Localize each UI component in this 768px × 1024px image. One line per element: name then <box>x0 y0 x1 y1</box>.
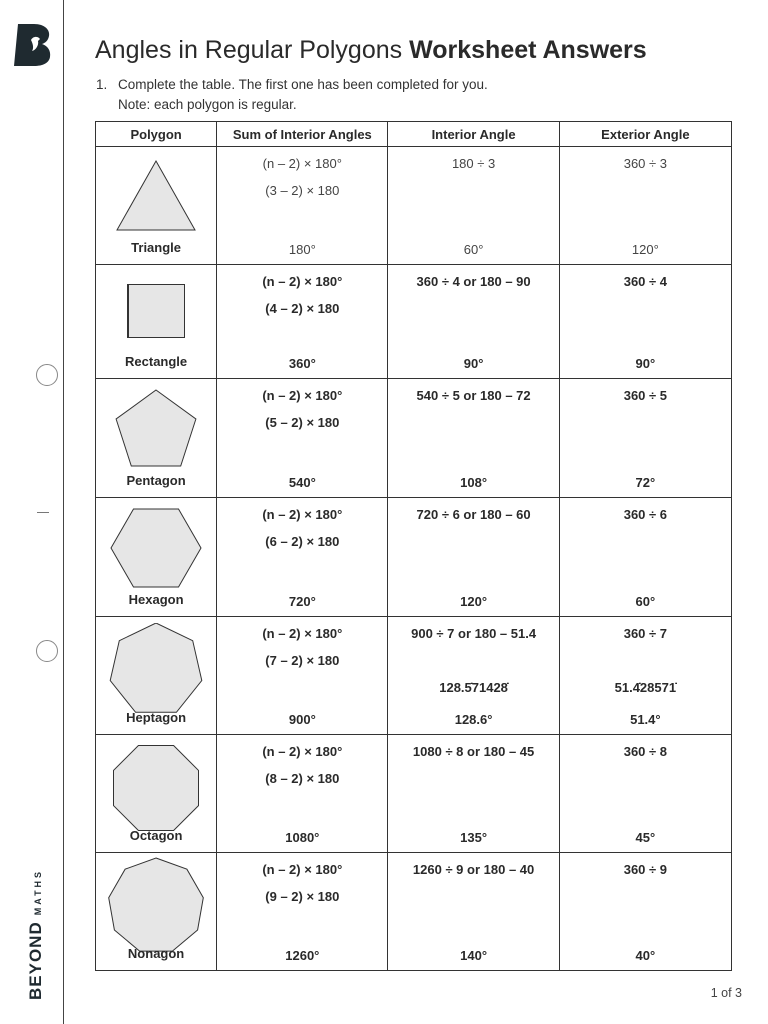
exterior-working: 360 ÷ 7 <box>623 626 667 641</box>
interior-answer: 120° <box>460 594 488 609</box>
instruction-line-2: Note: each polygon is regular. <box>118 97 297 112</box>
sum-answer: 360° <box>288 356 316 371</box>
interior-answer: 128.6° <box>454 712 493 727</box>
page-title <box>95 36 647 65</box>
exterior-answer: 60° <box>635 594 656 609</box>
punch-hole-top <box>36 364 58 386</box>
title-regular: Angles in Regular Polygons <box>95 36 403 64</box>
sum-cell <box>217 853 388 971</box>
instructions <box>96 75 488 115</box>
exterior-working: 360 ÷ 6 <box>623 507 667 522</box>
sum-formula: (n – 2) × 180° <box>262 507 343 522</box>
exterior-answer: 45° <box>635 830 656 845</box>
exterior-cell <box>559 498 731 617</box>
header-exterior-angle: Exterior Angle <box>559 122 731 147</box>
sum-formula: (n – 2) × 180° <box>262 274 343 289</box>
polygon-cell <box>96 379 217 498</box>
sum-answer: 180° <box>288 242 316 257</box>
interior-cell <box>388 853 559 971</box>
interior-working: 360 ÷ 4 or 180 – 90 <box>416 274 531 289</box>
sum-answer: 720° <box>288 594 316 609</box>
exterior-working: 360 ÷ 3 <box>623 156 667 171</box>
exterior-cell <box>559 265 731 379</box>
interior-working: 540 ÷ 5 or 180 – 72 <box>416 388 531 403</box>
angles-table <box>95 121 732 971</box>
table-row <box>96 735 732 853</box>
sum-cell <box>217 498 388 617</box>
sum-substitution: (8 – 2) × 180 <box>265 771 340 786</box>
exterior-answer: 40° <box>635 948 656 963</box>
exterior-answer: 51.4° <box>630 712 661 727</box>
hexagon-icon <box>109 508 203 593</box>
sum-cell <box>217 379 388 498</box>
brand-vertical <box>26 869 46 1000</box>
polygon-name: Heptagon <box>126 710 187 725</box>
sum-formula: (n – 2) × 180° <box>262 156 342 171</box>
octagon-icon <box>109 741 203 840</box>
brand-main: BEYOND <box>26 921 45 1000</box>
instruction-line-1: Complete the table. The first one has been completed for you. <box>118 77 488 92</box>
sum-substitution: (9 – 2) × 180 <box>265 889 340 904</box>
sum-answer: 540° <box>288 475 316 490</box>
square-icon <box>126 283 186 344</box>
polygon-cell <box>96 853 217 971</box>
table-row <box>96 617 732 735</box>
interior-working: 1260 ÷ 9 or 180 – 40 <box>412 862 535 877</box>
exterior-cell <box>559 379 731 498</box>
sum-cell <box>217 147 388 265</box>
sum-answer: 1080° <box>285 830 320 845</box>
table-row <box>96 853 732 971</box>
sum-substitution: (6 – 2) × 180 <box>265 534 340 549</box>
interior-cell <box>388 617 559 735</box>
table-row <box>96 498 732 617</box>
triangle-icon <box>115 159 197 238</box>
polygon-cell <box>96 617 217 735</box>
interior-working: 900 ÷ 7 or 180 – 51.4 <box>411 626 537 641</box>
fold-mark <box>37 512 49 513</box>
interior-working: 1080 ÷ 8 or 180 – 45 <box>412 744 535 759</box>
interior-working: 180 ÷ 3 <box>451 156 496 171</box>
polygon-name: Triangle <box>131 240 182 255</box>
sum-cell <box>217 617 388 735</box>
polygon-name: Octagon <box>129 828 183 843</box>
sum-substitution: (5 – 2) × 180 <box>265 415 340 430</box>
sum-formula: (n – 2) × 180° <box>262 388 343 403</box>
sum-substitution: (4 – 2) × 180 <box>265 301 340 316</box>
polygon-cell <box>96 498 217 617</box>
exterior-answer: 90° <box>635 356 656 371</box>
heptagon-icon <box>107 623 205 722</box>
sum-cell <box>217 735 388 853</box>
polygon-cell <box>96 265 217 379</box>
polygon-cell <box>96 147 217 265</box>
header-polygon: Polygon <box>96 122 217 147</box>
exterior-working: 360 ÷ 9 <box>623 862 667 877</box>
interior-exact: 128.5̇71428̇ <box>439 680 508 695</box>
interior-cell <box>388 498 559 617</box>
exterior-working: 360 ÷ 8 <box>623 744 667 759</box>
pentagon-icon <box>111 389 201 480</box>
title-bold: Worksheet Answers <box>409 36 647 64</box>
sum-formula: (n – 2) × 180° <box>262 862 343 877</box>
exterior-cell <box>559 735 731 853</box>
sum-formula: (n – 2) × 180° <box>262 626 343 641</box>
table-row <box>96 265 732 379</box>
interior-answer: 140° <box>460 948 488 963</box>
header-sum-interior: Sum of Interior Angles <box>217 122 388 147</box>
sum-formula: (n – 2) × 180° <box>262 744 343 759</box>
beyond-logo-icon <box>14 24 52 66</box>
polygon-name: Hexagon <box>128 592 184 607</box>
sum-answer: 1260° <box>285 948 320 963</box>
exterior-cell <box>559 147 731 265</box>
polygon-name: Rectangle <box>125 354 188 369</box>
interior-cell <box>388 735 559 853</box>
exterior-cell <box>559 853 731 971</box>
interior-answer: 60° <box>463 242 484 257</box>
polygon-cell <box>96 735 217 853</box>
exterior-exact: 51.4̇28571̇ <box>614 680 677 695</box>
interior-cell <box>388 147 559 265</box>
sum-substitution: (7 – 2) × 180 <box>265 653 340 668</box>
sum-substitution: (3 – 2) × 180 <box>265 183 340 198</box>
interior-working: 720 ÷ 6 or 180 – 60 <box>416 507 531 522</box>
interior-cell <box>388 265 559 379</box>
exterior-working: 360 ÷ 4 <box>623 274 667 289</box>
exterior-cell <box>559 617 731 735</box>
header-interior-angle: Interior Angle <box>388 122 559 147</box>
table-row <box>96 147 732 265</box>
interior-cell <box>388 379 559 498</box>
margin-line <box>63 0 64 1024</box>
exterior-answer: 120° <box>631 242 659 257</box>
punch-hole-bottom <box>36 640 58 662</box>
table-header-row <box>96 122 732 147</box>
table-row <box>96 379 732 498</box>
interior-answer: 108° <box>460 475 488 490</box>
interior-answer: 135° <box>460 830 488 845</box>
brand-sub: MATHS <box>33 868 43 916</box>
exterior-answer: 72° <box>635 475 656 490</box>
sum-answer: 900° <box>288 712 316 727</box>
page-number: 1 of 3 <box>710 986 742 1000</box>
exterior-working: 360 ÷ 5 <box>623 388 667 403</box>
sum-cell <box>217 265 388 379</box>
polygon-name: Nonagon <box>127 946 185 961</box>
interior-answer: 90° <box>463 356 484 371</box>
polygon-name: Pentagon <box>126 473 186 488</box>
question-number: 1. <box>96 77 108 92</box>
nonagon-icon <box>107 857 205 960</box>
